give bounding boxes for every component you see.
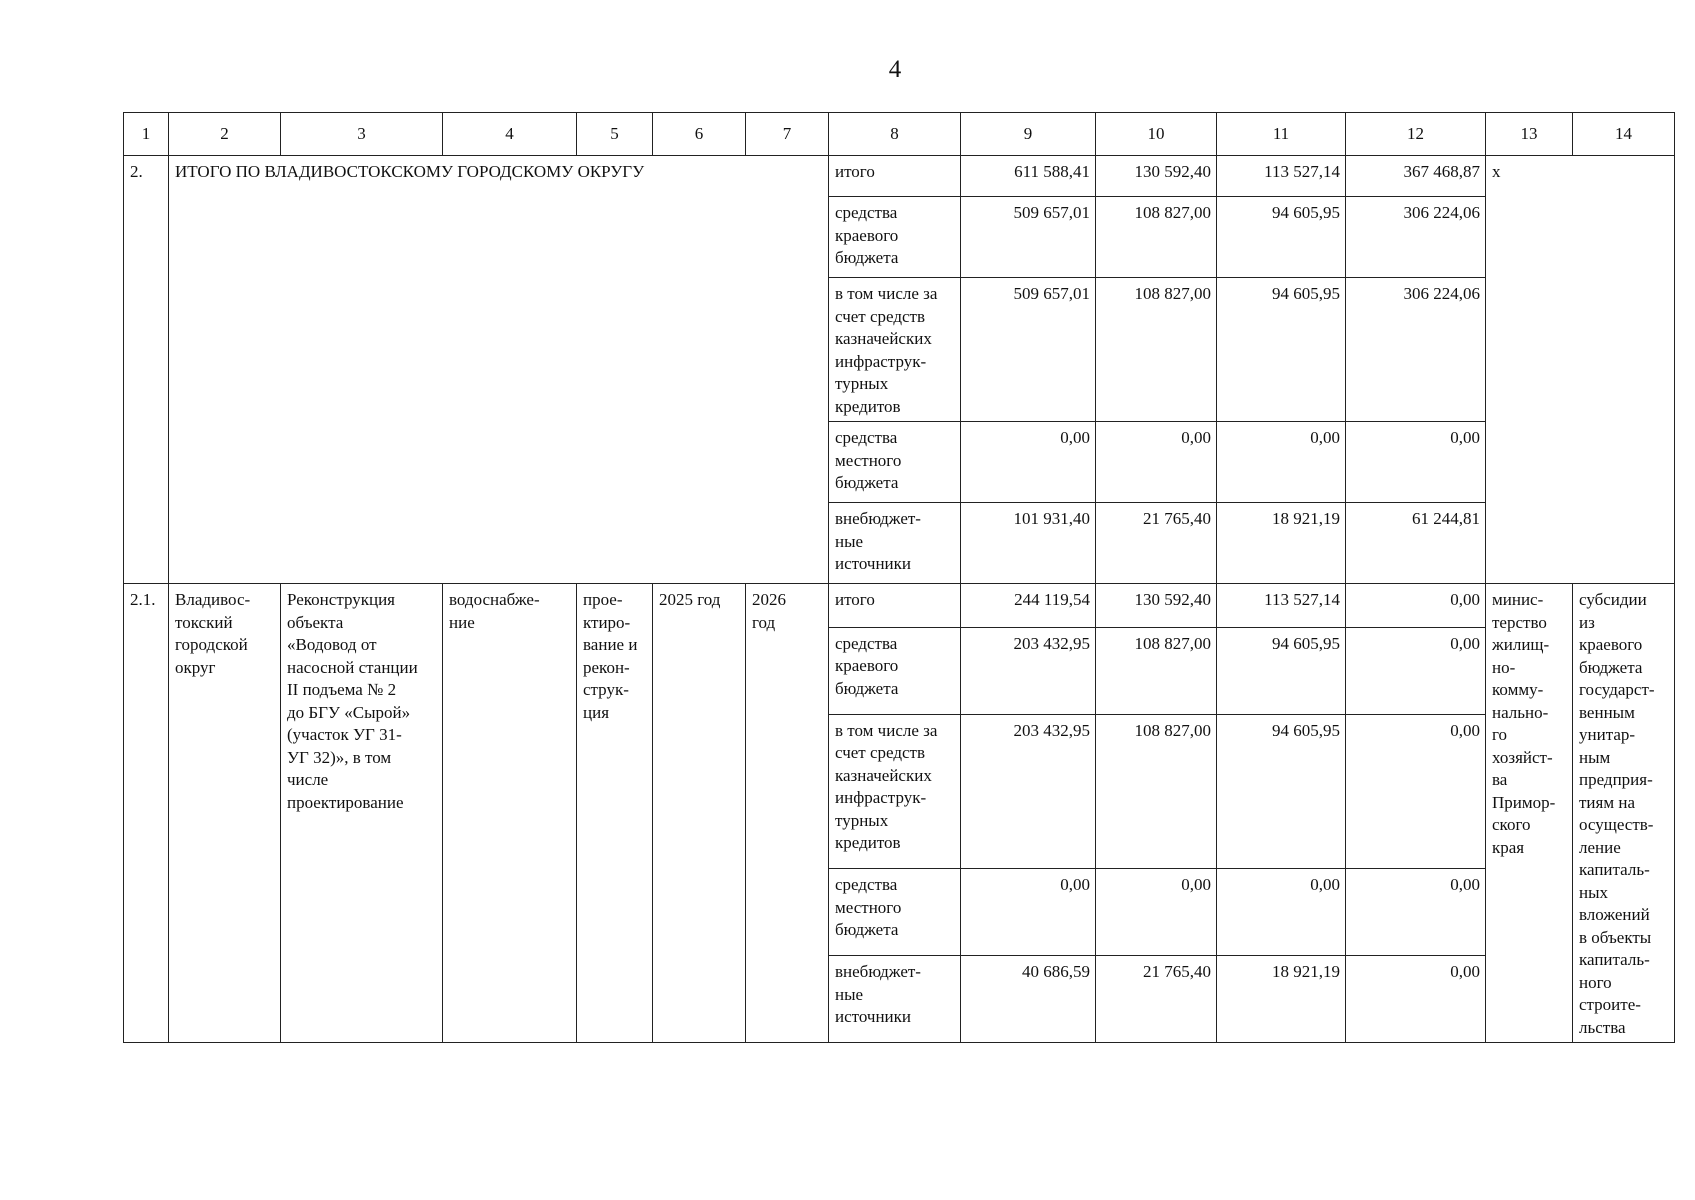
funding-source-line: турных	[835, 810, 889, 830]
responsible-body-line: хозяйст-	[1492, 747, 1553, 767]
sector-line: водоснабже-	[449, 590, 540, 609]
funding-source	[829, 197, 961, 278]
value-col12: 0,00	[1346, 627, 1486, 714]
funding-source-line: бюджета	[835, 678, 899, 698]
work-type-line: прое-	[583, 590, 623, 609]
funding-source	[829, 627, 961, 714]
object-name-line: Реконструкция	[287, 590, 396, 609]
responsible-body-line: комму-	[1492, 680, 1544, 699]
responsible-body-line: нально-	[1492, 702, 1549, 722]
header-cell: 3	[281, 113, 443, 156]
end-year-line: 2026	[752, 590, 786, 609]
funding-source-line: кредитов	[835, 396, 901, 416]
funding-source	[829, 278, 961, 422]
object-name-line: числе	[287, 770, 329, 789]
financing-form-line: из	[1579, 612, 1595, 632]
object-name-line: II подъема № 2	[287, 680, 397, 699]
value-col11: 94 605,95	[1217, 714, 1346, 868]
funding-source-line: источники	[835, 554, 912, 573]
funding-source-line: внебюджет-	[835, 962, 921, 982]
municipality-line: округ	[175, 657, 216, 677]
financing-form-line: капиталь-	[1579, 860, 1650, 879]
funding-source-line: источники	[835, 1007, 912, 1027]
municipality-line: городской	[175, 635, 248, 654]
value-col9: 0,00	[961, 869, 1096, 956]
financing-form-line: ных	[1579, 882, 1609, 902]
funding-source	[829, 714, 961, 868]
object-name	[281, 584, 443, 1043]
funding-source-line: местного	[835, 450, 902, 470]
value-col11: 18 921,19	[1217, 503, 1346, 584]
funding-source-line: бюджета	[835, 248, 899, 267]
value-col10: 108 827,00	[1096, 197, 1217, 278]
value-col10: 0,00	[1096, 422, 1217, 503]
responsible-body-line: ского	[1492, 815, 1531, 834]
value-col10: 21 765,40	[1096, 503, 1217, 584]
page-number: 4	[888, 56, 902, 83]
funding-source-line: местного	[835, 897, 902, 917]
header-cell: 7	[746, 113, 829, 156]
table-row	[124, 156, 1675, 197]
funding-source-line: счет средств	[835, 743, 925, 763]
financing-form-line: тиям на	[1579, 792, 1635, 812]
funding-source	[829, 503, 961, 584]
responsible-body-line: жилищ-	[1492, 635, 1550, 654]
funding-source-line: казначейских	[835, 329, 932, 348]
financing-form-line: осуществ-	[1579, 815, 1654, 834]
funding-source	[829, 869, 961, 956]
funding-source-line: турных	[835, 374, 889, 393]
work-type-line: струк-	[583, 680, 629, 699]
header-cell: 13	[1486, 113, 1573, 156]
funding-source-line: средства	[835, 875, 898, 895]
funding-source-line: средства	[835, 428, 898, 447]
value-col9: 509 657,01	[961, 278, 1096, 422]
header-cell: 11	[1217, 113, 1346, 156]
financing-form-line: унитар-	[1579, 725, 1636, 744]
table-row	[124, 584, 1675, 628]
funding-source-line: краевого	[835, 225, 899, 245]
value-col11: 113 527,14	[1217, 584, 1346, 628]
funding-source-line: ные	[835, 984, 864, 1004]
header-row	[124, 113, 1675, 156]
header-cell: 6	[653, 113, 746, 156]
value-col12: 306 224,06	[1346, 278, 1486, 422]
value-col12: 306 224,06	[1346, 197, 1486, 278]
financing-form-line: предприя-	[1579, 770, 1653, 789]
funding-source-line: казначейских	[835, 765, 932, 785]
funding-source-line: счет средств	[835, 306, 925, 326]
value-col11: 113 527,14	[1217, 156, 1346, 197]
funding-source-line: бюджета	[835, 920, 899, 940]
financing-form-line: в объекты	[1579, 927, 1652, 947]
row-number: 2.	[124, 156, 169, 584]
responsible-body-line: края	[1492, 837, 1525, 857]
value-col12: 0,00	[1346, 714, 1486, 868]
financing-form-line: бюджета	[1579, 657, 1643, 677]
value-col12: 0,00	[1346, 956, 1486, 1043]
funding-source-line: внебюджет-	[835, 509, 921, 528]
start-year	[653, 584, 746, 1043]
header-cell: 12	[1346, 113, 1486, 156]
row-number: 2.1.	[124, 584, 169, 1043]
funding-source-line: в том числе за	[835, 720, 938, 740]
object-name-line: насосной станции	[287, 657, 418, 677]
object-name-line: «Водовод от	[287, 635, 377, 654]
financing-form-line: льства	[1579, 1017, 1626, 1037]
municipality-line: токский	[175, 612, 233, 632]
funding-source-line: кредитов	[835, 833, 901, 853]
value-col10: 108 827,00	[1096, 714, 1217, 868]
value-col12: 0,00	[1346, 422, 1486, 503]
section-title: ИТОГО ПО ВЛАДИВОСТОКСКОМУ ГОРОДСКОМУ ОКРУГУ	[169, 156, 829, 584]
funding-source-line: краевого	[835, 656, 899, 676]
responsible-body-line: го	[1492, 725, 1508, 744]
work-type-line: ктиро-	[583, 612, 631, 632]
funding-source-line: бюджета	[835, 473, 899, 492]
funding-source-line: средства	[835, 633, 898, 653]
value-col10: 130 592,40	[1096, 156, 1217, 197]
sector	[443, 584, 577, 1043]
header-cell: 10	[1096, 113, 1217, 156]
header-cell: 14	[1573, 113, 1675, 156]
col13-mark: х	[1486, 156, 1675, 584]
value-col12: 0,00	[1346, 584, 1486, 628]
funding-source	[829, 156, 961, 197]
value-col10: 108 827,00	[1096, 627, 1217, 714]
value-col11: 94 605,95	[1217, 197, 1346, 278]
work-type-line: рекон-	[583, 657, 630, 677]
object-name-line: объекта	[287, 612, 344, 632]
value-col12: 367 468,87	[1346, 156, 1486, 197]
responsible-body	[1486, 584, 1573, 1043]
financing-form-line: государст-	[1579, 680, 1655, 699]
object-name-line: проектирование	[287, 792, 404, 812]
responsible-body-line: ва	[1492, 770, 1508, 789]
header-cell: 1	[124, 113, 169, 156]
value-col9: 244 119,54	[961, 584, 1096, 628]
work-type-line: вание и	[583, 635, 638, 654]
funding-source-line: итого	[835, 590, 875, 609]
value-col11: 94 605,95	[1217, 627, 1346, 714]
financing-form-line: капиталь-	[1579, 950, 1650, 969]
value-col9: 509 657,01	[961, 197, 1096, 278]
value-col11: 0,00	[1217, 869, 1346, 956]
object-name-line: УГ 32)», в том	[287, 747, 392, 767]
value-col12: 0,00	[1346, 869, 1486, 956]
financing-form-line: строите-	[1579, 995, 1641, 1014]
funding-source	[829, 584, 961, 628]
header-cell: 5	[577, 113, 653, 156]
funding-source-line: инфраструк-	[835, 788, 927, 808]
section-total	[124, 156, 1675, 584]
work-type-line: ция	[583, 702, 610, 722]
value-col11: 18 921,19	[1217, 956, 1346, 1043]
value-col10: 0,00	[1096, 869, 1217, 956]
funding-source	[829, 422, 961, 503]
financing-form-line: краевого	[1579, 635, 1643, 654]
responsible-body-line: Примор-	[1492, 792, 1556, 812]
funding-source-line: в том числе за	[835, 284, 938, 303]
value-col9: 203 432,95	[961, 714, 1096, 868]
municipality	[169, 584, 281, 1043]
financing-form-line: ным	[1579, 747, 1611, 767]
municipality-line: Владивос-	[175, 590, 251, 609]
responsible-body-line: терство	[1492, 612, 1547, 632]
sector-line: ние	[449, 612, 475, 632]
financing-form-line: ление	[1579, 837, 1621, 857]
financing-form-line: венным	[1579, 702, 1635, 722]
value-col11: 0,00	[1217, 422, 1346, 503]
funding-source-line: средства	[835, 203, 898, 222]
header-cell: 8	[829, 113, 961, 156]
financing-form	[1573, 584, 1675, 1043]
end-year	[746, 584, 829, 1043]
value-col10: 108 827,00	[1096, 278, 1217, 422]
value-col9: 101 931,40	[961, 503, 1096, 584]
end-year-line: год	[752, 612, 776, 632]
header-cell: 4	[443, 113, 577, 156]
funding-source-line: итого	[835, 162, 875, 181]
start-year-line: 2025 год	[659, 590, 721, 609]
funding-source-line: ные	[835, 531, 864, 551]
value-col10: 130 592,40	[1096, 584, 1217, 628]
section-item	[124, 584, 1675, 1043]
value-col10: 21 765,40	[1096, 956, 1217, 1043]
value-col9: 40 686,59	[961, 956, 1096, 1043]
value-col9: 0,00	[961, 422, 1096, 503]
funding-source	[829, 956, 961, 1043]
financing-form-line: субсидии	[1579, 590, 1647, 609]
responsible-body-line: но-	[1492, 657, 1516, 677]
header-cell: 2	[169, 113, 281, 156]
header-cell: 9	[961, 113, 1096, 156]
financing-form-line: ного	[1579, 972, 1612, 992]
funding-source-line: инфраструк-	[835, 351, 927, 371]
value-col9: 203 432,95	[961, 627, 1096, 714]
budget-table	[123, 112, 1675, 1043]
financing-form-line: вложений	[1579, 905, 1650, 924]
object-name-line: (участок УГ 31-	[287, 725, 402, 744]
value-col11: 94 605,95	[1217, 278, 1346, 422]
value-col9: 611 588,41	[961, 156, 1096, 197]
work-type	[577, 584, 653, 1043]
object-name-line: до БГУ «Сырой»	[287, 702, 411, 722]
responsible-body-line: минис-	[1492, 590, 1544, 609]
value-col12: 61 244,81	[1346, 503, 1486, 584]
